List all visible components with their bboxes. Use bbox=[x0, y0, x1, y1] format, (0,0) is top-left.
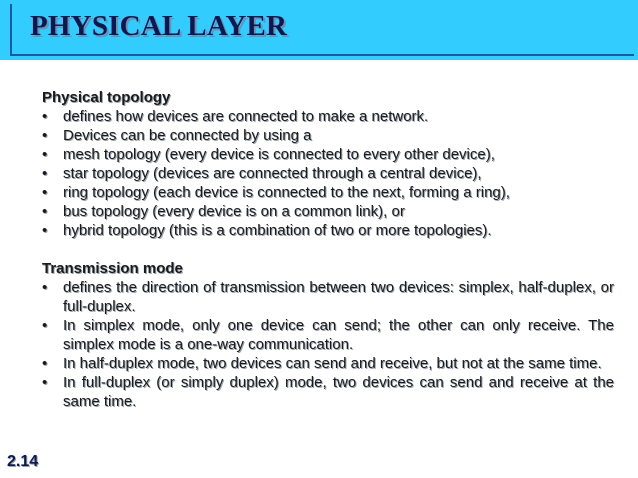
list-item bbox=[42, 107, 614, 126]
bullet-list bbox=[42, 107, 614, 240]
list-item bbox=[42, 373, 614, 411]
list-item-text: hybrid topology (this is a combination of two or more topologies). bbox=[63, 222, 492, 239]
list-item-text: defines how devices are connected to make a network. bbox=[63, 108, 429, 125]
bullet-icon: • bbox=[42, 222, 48, 239]
bullet-icon: • bbox=[42, 355, 48, 372]
list-item bbox=[42, 145, 614, 164]
list-item-text: In half-duplex mode, two devices can send and receive, but not at the same time. bbox=[63, 355, 602, 372]
section-transmission-mode bbox=[42, 259, 614, 411]
list-item bbox=[42, 183, 614, 202]
slide-title: PHYSICAL LAYER bbox=[30, 10, 288, 42]
list-item-text: In simplex mode, only one device can send; the other can only receive. The simplex mode is a one-way communication. bbox=[63, 317, 614, 353]
list-item-text: mesh topology (every device is connected to every other device), bbox=[63, 146, 495, 163]
bullet-icon: • bbox=[42, 374, 48, 391]
bullet-icon: • bbox=[42, 127, 48, 144]
title-bar bbox=[0, 0, 638, 60]
list-item bbox=[42, 354, 614, 373]
section-physical-topology bbox=[42, 88, 614, 240]
list-item bbox=[42, 221, 614, 240]
section-heading: Transmission mode bbox=[42, 260, 183, 277]
list-item-text: star topology (devices are connected through a central device), bbox=[63, 165, 482, 182]
list-item-text: In full-duplex (or simply duplex) mode, two devices can send and receive at the same time. bbox=[63, 374, 614, 410]
slide-number: 2.14 bbox=[7, 453, 39, 470]
bullet-icon: • bbox=[42, 146, 48, 163]
slide-content bbox=[42, 88, 614, 411]
bullet-icon: • bbox=[42, 108, 48, 125]
bullet-icon: • bbox=[42, 184, 48, 201]
list-item bbox=[42, 278, 614, 316]
bullet-list bbox=[42, 278, 614, 411]
list-item-text: Devices can be connected by using a bbox=[63, 127, 312, 144]
list-item-text: ring topology (each device is connected to the next, forming a ring), bbox=[63, 184, 510, 201]
list-item bbox=[42, 202, 614, 221]
bullet-icon: • bbox=[42, 203, 48, 220]
bullet-icon: • bbox=[42, 165, 48, 182]
list-item bbox=[42, 316, 614, 354]
bullet-icon: • bbox=[42, 279, 48, 296]
list-item bbox=[42, 164, 614, 183]
list-item bbox=[42, 126, 614, 145]
list-item-text: bus topology (every device is on a common link), or bbox=[63, 203, 405, 220]
list-item-text: defines the direction of transmission between two devices: simplex, half-duplex, or full-duplex. bbox=[63, 279, 614, 315]
section-heading: Physical topology bbox=[42, 89, 171, 106]
bullet-icon: • bbox=[42, 317, 48, 334]
